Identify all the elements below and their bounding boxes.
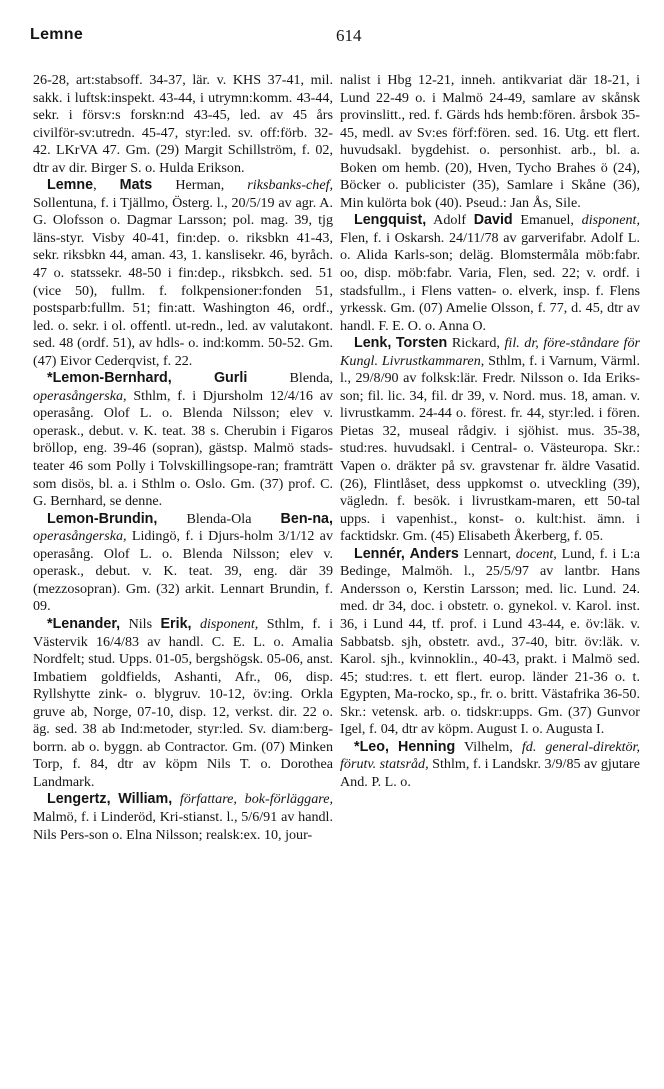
entry-given-names: Blenda, bbox=[289, 370, 333, 387]
entry-text: Sthlm, f. i Landskr. 3/9/85 av gjutare And. P. L. o. bbox=[340, 756, 641, 790]
entry-surname: *Lemon-Bernhard, bbox=[47, 370, 172, 387]
entry-title: riksbanks-chef, bbox=[247, 177, 334, 194]
entry-given-names: Blenda-Ola bbox=[186, 510, 252, 527]
entry-main-name: William, bbox=[118, 791, 173, 808]
entry-title: operasångerska, bbox=[33, 528, 127, 545]
entry-given-names: Lennart, bbox=[463, 545, 511, 562]
entry-text: Sthlm, f. i Västervik 16/4/83 av handl. C. E. L. o. Amalia Nordfelt; stud. Upps. 01-05, bergshögsk. 05-06, anst. Imbatiem goldfields, Ashanti, Afr., 06, disp. Ryllshytte zink- o. blygruv. 10-12, öv:ing. Orkla gruve ab, Norge, 07-10, disp. 12, verkst. dir. 22 o. äg. sed. 38 ab Ind:metoder, styr:led. Sv. diam:berg-borrn. ab o. byggn. ab Contractor. Gm. (07) Minken Torp, f. 84, dtr av köpm Nils T. o. Dorothea Landmark. bbox=[33, 615, 333, 790]
entry-surname: Lemon-Brundin, bbox=[47, 510, 158, 527]
entry-surname: *Leo, bbox=[354, 738, 389, 755]
entry-main-name: Ben-na, bbox=[280, 510, 333, 527]
entry-text: 26-28, art:stabsoff. 34-37, lär. v. KHS 37-41, mil. sakk. i luftsk:inspekt. 43-44, i utrymn:komm. 43-44, sekr. i försv:s forskn:nd 43-45, led. av 45 års civilför-sv:utredn. 45-47, styr:led. sv. off:förb. 32-42. LKrVA 47. Gm. (29) Margit Schillström, f. 02, dtr av dir. Birger S. o. Hulda Erikson. bbox=[33, 72, 333, 176]
entry-main-name: Torsten bbox=[395, 335, 448, 352]
entry-lenander bbox=[33, 616, 333, 791]
entry-lengquist bbox=[340, 212, 640, 335]
entry-main-name: Mats bbox=[119, 177, 153, 194]
entry-title: docent, bbox=[515, 545, 557, 562]
entry-text: Flen, f. i Oskarsh. 24/11/78 av garverifabr. Adolf L. o. Alida Karls-son; deläg. Blomstermåla möb:fabr. oo, disp. möb:fabr. Varia, Flen, sed. 22; v. ordf. i stadsfullm., i Flens vatten- o. elverk, insp. f. Flens yrkessk. Gm. (07) Amelie Olsson, f. 77, d. 45, dtr av handl. F. E. O. o. Anna O. bbox=[340, 229, 640, 334]
entry-lemon-brundin bbox=[33, 511, 333, 616]
entry-title: fd. general-direktör, förutv. statsråd, bbox=[340, 738, 640, 773]
entry-surname: Lengertz, bbox=[47, 791, 111, 808]
entry-title: disponent, bbox=[581, 212, 640, 229]
entry-leo bbox=[340, 739, 640, 792]
entry-text: Malmö, f. i Linderöd, Kri-stianst. l., 5/6/91 av handl. Nils Pers-son o. Elna Nilsson; realsk:ex. 10, jour- bbox=[33, 808, 333, 843]
entry-surname: *Lenander, bbox=[47, 615, 121, 632]
entry-surname: Lennér, bbox=[354, 545, 405, 562]
entry-main-name: Anders bbox=[409, 545, 459, 562]
entry-text: Sollentuna, f. i Tjällmo, Österg. l., 20/5/19 av agr. A. G. Olofsson o. Dagmar Larsson; pol. mag. 39, tjg läns-styr. Visby 40-41, fin:dep. o. riksbkn 41-43, sekr. riksbkn 44, aman. 43, 1. kanslisekr. 46, byråch. 47 o. statssekr. 48-50 i fin:dep., riksbkch. sed. 51 (vice 50), fullm. f. folkpensioner:fonden 51, postsparb:fullm. 51; fin:att. Washington 46, ordf., led. o. sekr. i ol. offentl. ut-redn., led. av valutakont. sed. 48 (ordf. 51), av hdls- o. ind:komm. 50-52. Gm. (47) Eivor Cederqvist, f. 22. bbox=[33, 194, 333, 369]
right-column bbox=[340, 72, 640, 791]
entry-surname: Lemne bbox=[47, 177, 94, 194]
entry-given-names: Herman, bbox=[175, 177, 225, 194]
entry-main-name: Henning bbox=[398, 738, 456, 755]
entry-text: Sthlm, f. i Varnum, Värml. l., 29/8/90 av folksk:lär. Fredr. Nilsson o. Ida Eriks-son; fil. lic. 34, fil. dr 39, v. Nord. mus. 18, aman. v. livrustkamm. 24-44 o. förest. fr. 44, styr:led. i fören. Pietas 32, museal rådgiv. i sjöhist. mus. 35-38, stud:res. huvudsakl. i Central- o. Västeuropa. Skr.: Vapen o. dräkter på sv. gravstenar fr. äldre Vasatid. (26), Flintlåset, dess uppkomst o. utveckling (39), vägledn. f. besök. i livrustkam-maren, ett 50-tal upps. i vapenhist., konst- o. kult:hist. ämn. i facktidskr. Gm. (45) Elisabeth Åkerberg, f. 05. bbox=[340, 352, 640, 545]
running-head bbox=[30, 26, 630, 56]
entry-given-names: Rickard, bbox=[451, 335, 500, 352]
entry-surname: Lengquist, bbox=[354, 212, 427, 229]
entry-lenner bbox=[340, 546, 640, 739]
entry-lemon-bernhard bbox=[33, 370, 333, 510]
entry-given-names: Adolf bbox=[433, 212, 467, 229]
headword: Lemne bbox=[30, 26, 84, 43]
entry-lengertz bbox=[33, 791, 333, 844]
entry-continued bbox=[340, 72, 640, 212]
entry-title: författare, bok-förläggare, bbox=[179, 791, 333, 808]
entry-main-name: David bbox=[473, 212, 513, 229]
entry-given-names: Vilhelm, bbox=[463, 738, 513, 755]
entry-text: Lidingö, f. i Djurs-holm 3/1/12 av operasång. Olof L. o. Blenda Nilsson; elev v. operask., debut. v. K. teat. 39, eng. där 39 (mezzosopran). Gm. (32) arkit. Lennart Brundin, f. 09. bbox=[33, 528, 333, 615]
entry-main-name: Erik, bbox=[160, 615, 192, 632]
entry-text: Lund, f. i L:a Bedinge, Malmöh. l., 25/5/97 av lantbr. Hans Andersson o, Kerstin Larsson; med. lic. Lund. 24. med. dr 34, doc. i obstetr. o. gynekol. v. Karol. inst. 36, i Lund 44, tf. prof. i Lund 43-44, e. öv:läk. v. Sabbatsb. sjh, obstetr. avd., 37-40, bitr. öv:läk. v. Karol. sjh., kvinnoklin., 40-43, prakt. i Malmö sed. 45; stud:res. t. ett flert. europ. länder 21-36 o. t. Egypten, Ma-rocko, sp., fr. o. britt. Västafrika 36-50. Skr.: vetensk. arb. o. tidskr:upps. Gm. (37) Gunvor Igel, f. 04, dtr av köpm. August I. o. Augusta I. bbox=[340, 545, 640, 738]
entry-continued bbox=[33, 72, 333, 177]
entry-title: operasångerska, bbox=[33, 387, 127, 404]
page-number: 614 bbox=[336, 26, 362, 45]
entry-text: Sthlm, f. i Djursholm 12/4/16 av operasång. Olof L. o. Blenda Nilsson; elev v. operask., debut. v. K. teat. 38 s. Cherubin i Figaros bröllop, eng. 39-46 (sopran), gästsp. Malmö stads-teater 46 som Polly i Tolvskillingsope-ran; framträtt som disös, bl. a. i Sthlm o. Oslo. Gm. (37) prof. C. G. Bernhard, se denne. bbox=[33, 387, 333, 510]
entry-text: nalist i Hbg 12-21, inneh. antikvariat där 18-21, i Lund 22-49 o. i Malmö 24-49, samlare av skånsk provinslitt., red. f. Gärds hds hemb:fören. årsbok 35-45, medl. av Sv:es förf:fören. sed. 16. Utg. ett flert. huvudsakl. bygdehist. o. personhist. arb., bl. a. Boken om hemb. (20), Hven, Tycho Brahes ö (24), Böcker o. publicister (35), Samlare i Skåne (36), Min kulörta bok (40). Pseud.: Jan Ås, Sile. bbox=[340, 72, 640, 211]
entry-given-names: Emanuel, bbox=[520, 212, 574, 229]
entry-surname: Lenk, bbox=[354, 335, 392, 352]
entry-main-name: Gurli bbox=[213, 370, 248, 387]
entry-given-names: Nils bbox=[128, 615, 153, 632]
entry-lenk bbox=[340, 335, 640, 546]
entry-title: fil. dr, före-ståndare för Kungl. Livrustkammaren, bbox=[340, 335, 640, 369]
entry-lemne-mats: Lemne, Mats Herman, riksbanks-chef, Sollentuna, f. i Tjällmo, Österg. l., 20/5/19 av agr. A. G. Olofsson o. Dagmar Larsson; pol. mag. 39, tjg läns-styr. Visby 40-41, fin:dep. o. riksbkn 41-43, sekr. riksbkn 44, aman. 43, 1. kanslisekr. 46, byråch. 47 o. statssekr. 48-50 i fin:dep., riksbkch. sed. 51 (vice 50), fullm. f. folkpensioner:fonden 51, postsparb:fullm. 51; fin:att. Washington 46, ordf., led. o. sekr. i ol. offentl. ut-redn., led. av valutakont. sed. 48 (ordf. 51), av hdls- o. ind:komm. 50-52. Gm. (47) Eivor Cederqvist, f. 22. bbox=[33, 177, 334, 369]
entry-title: disponent, bbox=[199, 615, 259, 632]
left-column bbox=[33, 72, 333, 844]
